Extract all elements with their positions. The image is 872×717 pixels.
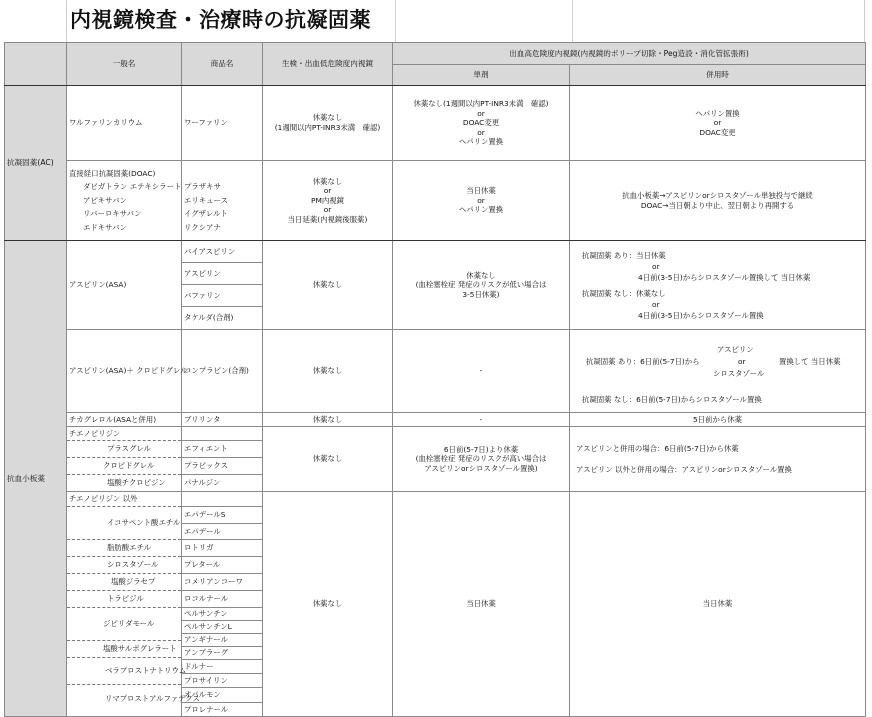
generic-name: イコサペント酸エチル (67, 507, 181, 540)
text-line: 抗凝固薬 あり：当日休薬 (582, 250, 666, 260)
text-line: DOAC→当日朝より中止、翌日朝より再開する (640, 200, 795, 210)
text-line: or (323, 205, 332, 215)
product-name: アンプラーグ (182, 647, 262, 660)
product-name: ロコルナール (182, 591, 262, 608)
warfarin-row (5, 86, 866, 161)
generic-name: トラピジル (67, 591, 181, 608)
general-aspirin-clopidogrel: アスピリン(ASA)＋ クロピドグレル (67, 330, 182, 413)
doac-row (5, 161, 866, 241)
general-warfarin: ワルファリンカリウム (67, 86, 182, 161)
generic-name: アピキサバン (83, 195, 127, 205)
generic-name: エドキサバン (83, 222, 127, 232)
general-thienopyridine (67, 427, 182, 492)
others-header: チエノピリジン 以外 (67, 492, 181, 507)
product-name: オパルモン (182, 688, 262, 703)
text-line: 休薬なし (466, 270, 496, 280)
text-line: or (477, 195, 485, 205)
single-doac (393, 161, 570, 241)
single-thienopyridine (393, 427, 570, 492)
header-row (5, 43, 866, 65)
low-risk-aspirin: 休薬なし (263, 241, 393, 330)
product-name: パナルジン (184, 478, 221, 487)
non-thienopyridine-row (5, 492, 866, 717)
product-name: プラザキサ (184, 182, 221, 192)
aspirin-clopidogrel-row (5, 330, 866, 413)
product-warfarin: ワーファリン (182, 86, 263, 161)
text-line: 抗血小板薬→アスピリンorシロスタゾール単独投与で継続 (622, 190, 813, 200)
text-line: 4日前(3-5日)からシロスタゾール置換して 当日休薬 (638, 272, 811, 282)
text-line: ヘパリン置換 (458, 137, 504, 147)
generic-name: リマプロストアルファデクス (105, 694, 200, 703)
text-line: 3-5日休薬) (462, 289, 500, 299)
thienopyridine-row (5, 427, 866, 492)
combined-thienopyridine (570, 427, 866, 492)
text-line: 抗凝固薬 なし：休薬なし (582, 288, 666, 298)
text-line: アスピリンと併用の場合：6日前(5-7日)から休薬 (576, 444, 739, 453)
text-line: シロスタゾール (713, 368, 765, 378)
text-line: DOAC変更 (462, 118, 500, 128)
text-line: or (713, 118, 722, 128)
general-aspirin: アスピリン(ASA) (67, 241, 182, 330)
generic-name: 塩酸サルポグレラート (67, 641, 181, 658)
product-name: プレタール (182, 557, 262, 574)
aspirin-row (5, 241, 866, 330)
low-risk-warfarin (263, 86, 393, 161)
product-name: ドルナー (182, 660, 262, 674)
low-risk-ticagrelor: 休薬なし (263, 413, 393, 427)
product-name: リクシアナ (184, 222, 221, 232)
product-name: エパデールS (182, 507, 262, 524)
product-others (182, 492, 263, 717)
anticoagulant-table (4, 42, 866, 717)
product-name: ペルサンチンL (182, 621, 262, 634)
general-ticagrelor: チカグレロル(ASAと併用) (67, 413, 182, 427)
product-name: イグザレルト (184, 209, 228, 219)
text-line: 抗凝固薬 なし：6日前(5-7日)からシロスタゾール置換 (582, 394, 762, 404)
text-line: アスピリンorシロスタゾール置換) (424, 463, 538, 473)
text-line: or (477, 127, 485, 137)
generic-name: 塩酸チクロピジン (107, 478, 166, 487)
col-single: 単剤 (393, 65, 570, 86)
product-name: ロトリガ (182, 540, 262, 557)
text-line: 休薬なし (312, 113, 343, 123)
doac-header: 直接経口抗凝固薬(DOAC) (69, 168, 156, 178)
corner-cell (5, 43, 67, 86)
product-name: プロレナール (184, 705, 229, 714)
product-name: エフィエント (182, 441, 262, 458)
product-aspirin-clopidogrel: コンプラビン(合剤) (182, 330, 263, 413)
spacer (182, 492, 262, 507)
generic-name: プラスグレル (67, 441, 181, 458)
single-others: 当日休薬 (393, 492, 570, 717)
combined-aspirin (570, 241, 866, 330)
product-name: アンギナール (182, 634, 262, 647)
combined-ticagrelor: 5日前から休薬 (570, 413, 866, 427)
product-name: バファリン (182, 285, 262, 307)
category-anticoagulant: 抗凝固薬(AC) (5, 86, 67, 241)
col-combined: 併用時 (570, 65, 866, 86)
page-title: 内視鏡検査・治療時の抗凝固薬 (70, 8, 371, 32)
text-line: 置換して 当日休薬 (779, 356, 841, 366)
col-general-name: 一般名 (67, 43, 182, 86)
generic-name: 脂肪酸エチル (67, 540, 181, 557)
text-line: 休薬なし (312, 176, 343, 186)
text-line: アスピリン (717, 344, 754, 354)
combined-others: 当日休薬 (570, 492, 866, 717)
generic-name: ベラプロストナトリウム (67, 658, 181, 685)
product-name: タケルダ(合剤) (184, 313, 234, 322)
product-name: アスピリン (182, 263, 262, 285)
general-doac (67, 161, 182, 241)
low-risk-aspirin-clopidogrel: 休薬なし (263, 330, 393, 413)
low-risk-others: 休薬なし (263, 492, 393, 717)
low-risk-doac (263, 161, 393, 241)
generic-name: ジピリダモール (67, 608, 181, 641)
col-low-risk: 生検・出血低危険度内視鏡 (263, 43, 393, 86)
combined-warfarin (570, 86, 866, 161)
product-name: エリキュース (184, 195, 228, 205)
combined-aspirin-clopidogrel (570, 330, 866, 413)
text-line: ヘパリン置換 (695, 108, 740, 118)
product-thienopyridine (182, 427, 263, 492)
generic-name: シロスタゾール (67, 557, 181, 574)
generic-name: 塩酸ジラセプ (67, 574, 181, 591)
text-line: or (652, 261, 660, 271)
text-line: or (323, 186, 332, 196)
col-product-name: 商品名 (182, 43, 263, 86)
text-line: 休薬なし(1週間以内PT-INR3未満 確認) (413, 99, 549, 109)
single-aspirin-clopidogrel: - (393, 330, 570, 413)
ticagrelor-row (5, 413, 866, 427)
text-line: DOAC変更 (699, 127, 736, 137)
low-risk-thienopyridine: 休薬なし (263, 427, 393, 492)
generic-name: ダビガトラン エテキシラート (83, 182, 182, 192)
text-line: 4日前(3-5日)からシロスタゾール置換 (638, 310, 764, 320)
spacer (184, 167, 260, 181)
text-line: 抗凝固薬 あり：6日前(5-7日)から (586, 356, 700, 366)
col-high-risk: 出血高危険度内視鏡(内視鏡的ポリープ切除・Peg造設・消化管拡張術) (393, 43, 866, 65)
text-line: (1週間以内PT-INR3未満 確認) (274, 123, 381, 132)
spacer (182, 427, 262, 441)
text-line: or (652, 299, 660, 309)
product-name: コメリアンコーワ (182, 574, 262, 591)
text-line: or (738, 356, 746, 366)
text-line: 当日延薬(内視鏡後服薬) (287, 214, 368, 224)
product-ticagrelor: ブリリンタ (182, 413, 263, 427)
product-name: エパデール (182, 524, 262, 540)
product-name: プラビックス (182, 458, 262, 475)
product-doac (182, 161, 263, 241)
single-warfarin (393, 86, 570, 161)
text-line: or (477, 108, 485, 118)
text-line: アスピリン 以外と併用の場合：アスピリンorシロスタゾール置換 (576, 465, 792, 474)
product-name: ペルサンチン (182, 608, 262, 621)
combined-doac (570, 161, 866, 241)
text-line: (血栓塞栓症 発症のリスクが低い場合は (415, 280, 547, 290)
generic-name: クロピドグレル (67, 458, 181, 475)
text-line: PM内視鏡 (310, 195, 344, 205)
combined-block (572, 338, 863, 394)
text-line: ヘパリン置換 (458, 205, 504, 215)
product-name: バイアスピリン (182, 241, 262, 263)
thieno-header: チエノピリジン (67, 427, 181, 441)
product-aspirin (182, 241, 263, 330)
text-line: 当日休薬 (466, 186, 496, 196)
generic-name: リバーロキサバン (83, 209, 142, 219)
title-row (0, 0, 872, 42)
text-line: 6日前(5-7日)より休薬 (443, 444, 519, 454)
text-line: (血栓塞栓症 発症のリスクが高い場合は (415, 454, 547, 464)
single-ticagrelor: - (393, 413, 570, 427)
category-antiplatelet: 抗血小板薬 (5, 241, 67, 717)
single-aspirin (393, 241, 570, 330)
product-name: プロサイリン (182, 674, 262, 688)
